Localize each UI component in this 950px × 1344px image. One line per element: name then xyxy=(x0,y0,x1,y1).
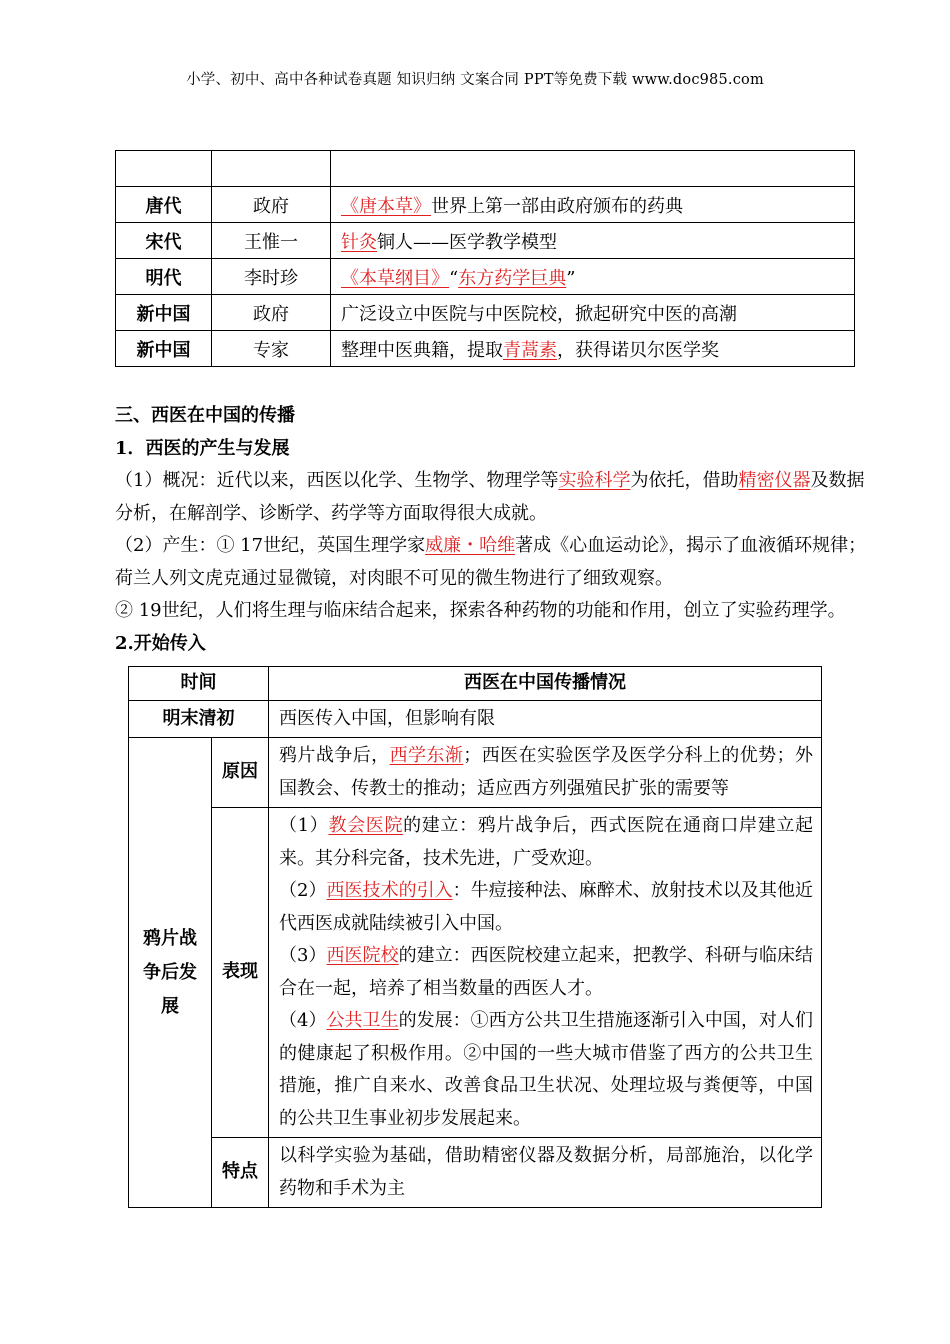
era-cell xyxy=(116,151,212,187)
highlight-term: 精密仪器 xyxy=(738,470,811,491)
text: ：牛痘接种法、麻醉术、放射技术以及其他近代西医成就陆续被引入中国。 xyxy=(279,880,814,934)
achievement-cell xyxy=(331,259,855,295)
highlight-term: 东方药学巨典 xyxy=(458,267,567,289)
table-header-row xyxy=(129,667,822,701)
achievement-text: ，获得诺贝尔医学奖 xyxy=(557,339,719,361)
text: （1）概况：近代以来，西医以化学、生物学、物理学等 xyxy=(115,470,559,491)
reason-cell xyxy=(269,738,822,808)
highlight-term: 青蒿素 xyxy=(503,339,557,361)
text: 的发展：①西方公共卫生措施逐渐引入中国，对人们的健康起了积极作用。②中国的一些大城市借鉴了西方的公共卫生措施，推广自来水、改善食品卫生状况、处理垃圾与粪便等，中国的公共卫生事业初步发展起来。 xyxy=(279,1010,814,1129)
table-row xyxy=(116,151,855,187)
table-row xyxy=(129,700,822,738)
section-body xyxy=(115,400,867,660)
era-cell: 新中国 xyxy=(116,295,212,331)
text: 的建立：西医院校建立起来，把教学、科研与临床结合在一起，培养了相当数量的西医人才。 xyxy=(279,945,814,999)
feature-cell: 以科学实验为基础，借助精密仪器及数据分析，局部施治，以化学药物和手术为主 xyxy=(269,1138,822,1208)
table-row xyxy=(116,331,855,367)
highlight-term: 教会医院 xyxy=(328,815,404,836)
highlight-term: 针灸 xyxy=(341,231,377,253)
achievement-text: 铜人——医学教学模型 xyxy=(377,231,557,253)
person-cell: 专家 xyxy=(212,331,331,367)
paragraph-pharmacology: ② 19世纪，人们将生理与临床结合起来，探索各种药物的功能和作用，创立了实验药理学。 xyxy=(115,600,846,621)
text: （4） xyxy=(279,1010,327,1031)
page-header: 小学、初中、高中各种试卷真题 知识归纳 文案合同 PPT等免费下载 www.doc985.com xyxy=(186,72,764,88)
era-cell: 新中国 xyxy=(116,331,212,367)
section-title: 三、西医在中国的传播 xyxy=(115,405,295,426)
table-row xyxy=(129,738,822,808)
achievement-cell xyxy=(331,331,855,367)
performance-cell xyxy=(269,808,822,1138)
text: 为依托，借助 xyxy=(630,470,739,491)
highlight-term: 公共卫生 xyxy=(326,1010,399,1031)
text: （2） xyxy=(279,880,327,901)
text: （3） xyxy=(279,945,327,966)
achievement-text: 广泛设立中医院与中医院校，掀起研究中医的高潮 xyxy=(341,303,737,325)
reason-label: 原因 xyxy=(212,738,269,808)
tcm-history-table xyxy=(115,150,855,367)
achievement-cell xyxy=(331,223,855,259)
western-medicine-table xyxy=(128,666,822,1208)
performance-item xyxy=(279,810,813,875)
person-cell: 政府 xyxy=(212,187,331,223)
text: ；西医在实验医学及医学分科上的优势；外国教会、传教士的推动；适应西方列强殖民扩张的需要等 xyxy=(279,745,814,799)
group-label: 鸦片战争后发展 xyxy=(143,927,197,1017)
person-cell xyxy=(212,151,331,187)
era-cell: 明代 xyxy=(116,259,212,295)
quote-mark: ” xyxy=(566,267,576,289)
achievement-cell xyxy=(331,151,855,187)
text: 的建立：鸦片战争后，西式医院在通商口岸建立起来。其分科完备，技术先进，广受欢迎。 xyxy=(279,815,814,869)
achievement-cell xyxy=(331,187,855,223)
paragraph-overview xyxy=(115,465,867,530)
header-time: 时间 xyxy=(129,667,269,701)
time-cell: 明末清初 xyxy=(129,700,269,738)
era-cell: 唐代 xyxy=(116,187,212,223)
table-row xyxy=(116,187,855,223)
highlight-term: 西医院校 xyxy=(326,945,399,966)
highlight-term: 西学东渐 xyxy=(389,745,464,766)
table-row xyxy=(116,259,855,295)
performance-label: 表现 xyxy=(212,808,269,1138)
highlight-term: 西医技术的引入 xyxy=(326,880,453,901)
text: （1） xyxy=(279,815,329,836)
highlight-term: 《本草纲目》 xyxy=(341,267,449,289)
group-cell xyxy=(129,738,212,1208)
text: 著成《心血运动论》，揭示了血液循环规律；荷兰人列文虎克通过显微镜，对肉眼不可见的微生物进行了细致观察。 xyxy=(115,535,867,589)
achievement-text: 整理中医典籍，提取 xyxy=(341,339,503,361)
text: 鸦片战争后， xyxy=(279,745,390,766)
performance-item xyxy=(279,940,813,1005)
paragraph-origin xyxy=(115,530,867,595)
performance-item xyxy=(279,1005,813,1135)
table-row xyxy=(116,295,855,331)
text: （2）产生：① 17世纪，英国生理学家 xyxy=(115,535,426,556)
subsection-title: 2.开始传入 xyxy=(115,632,206,654)
quote-mark: “ xyxy=(449,267,459,289)
performance-item xyxy=(279,875,813,940)
highlight-term: 实验科学 xyxy=(558,470,631,491)
highlight-term: 威廉・哈维 xyxy=(425,535,516,556)
feature-label: 特点 xyxy=(212,1138,269,1208)
person-cell: 政府 xyxy=(212,295,331,331)
text: 及数据分析，在解剖学、诊断学、药学等方面取得很大成就。 xyxy=(115,470,865,524)
achievement-text: 世界上第一部由政府颁布的药典 xyxy=(431,195,683,217)
highlight-term: 《唐本草》 xyxy=(341,195,431,217)
achievement-cell xyxy=(331,295,855,331)
info-cell: 西医传入中国，但影响有限 xyxy=(269,700,822,738)
person-cell: 王惟一 xyxy=(212,223,331,259)
table-row xyxy=(129,808,822,1138)
table-row xyxy=(129,1138,822,1208)
subsection-title: 1．西医的产生与发展 xyxy=(115,437,290,459)
era-cell: 宋代 xyxy=(116,223,212,259)
person-cell: 李时珍 xyxy=(212,259,331,295)
header-info: 西医在中国传播情况 xyxy=(269,667,822,701)
table-row xyxy=(116,223,855,259)
